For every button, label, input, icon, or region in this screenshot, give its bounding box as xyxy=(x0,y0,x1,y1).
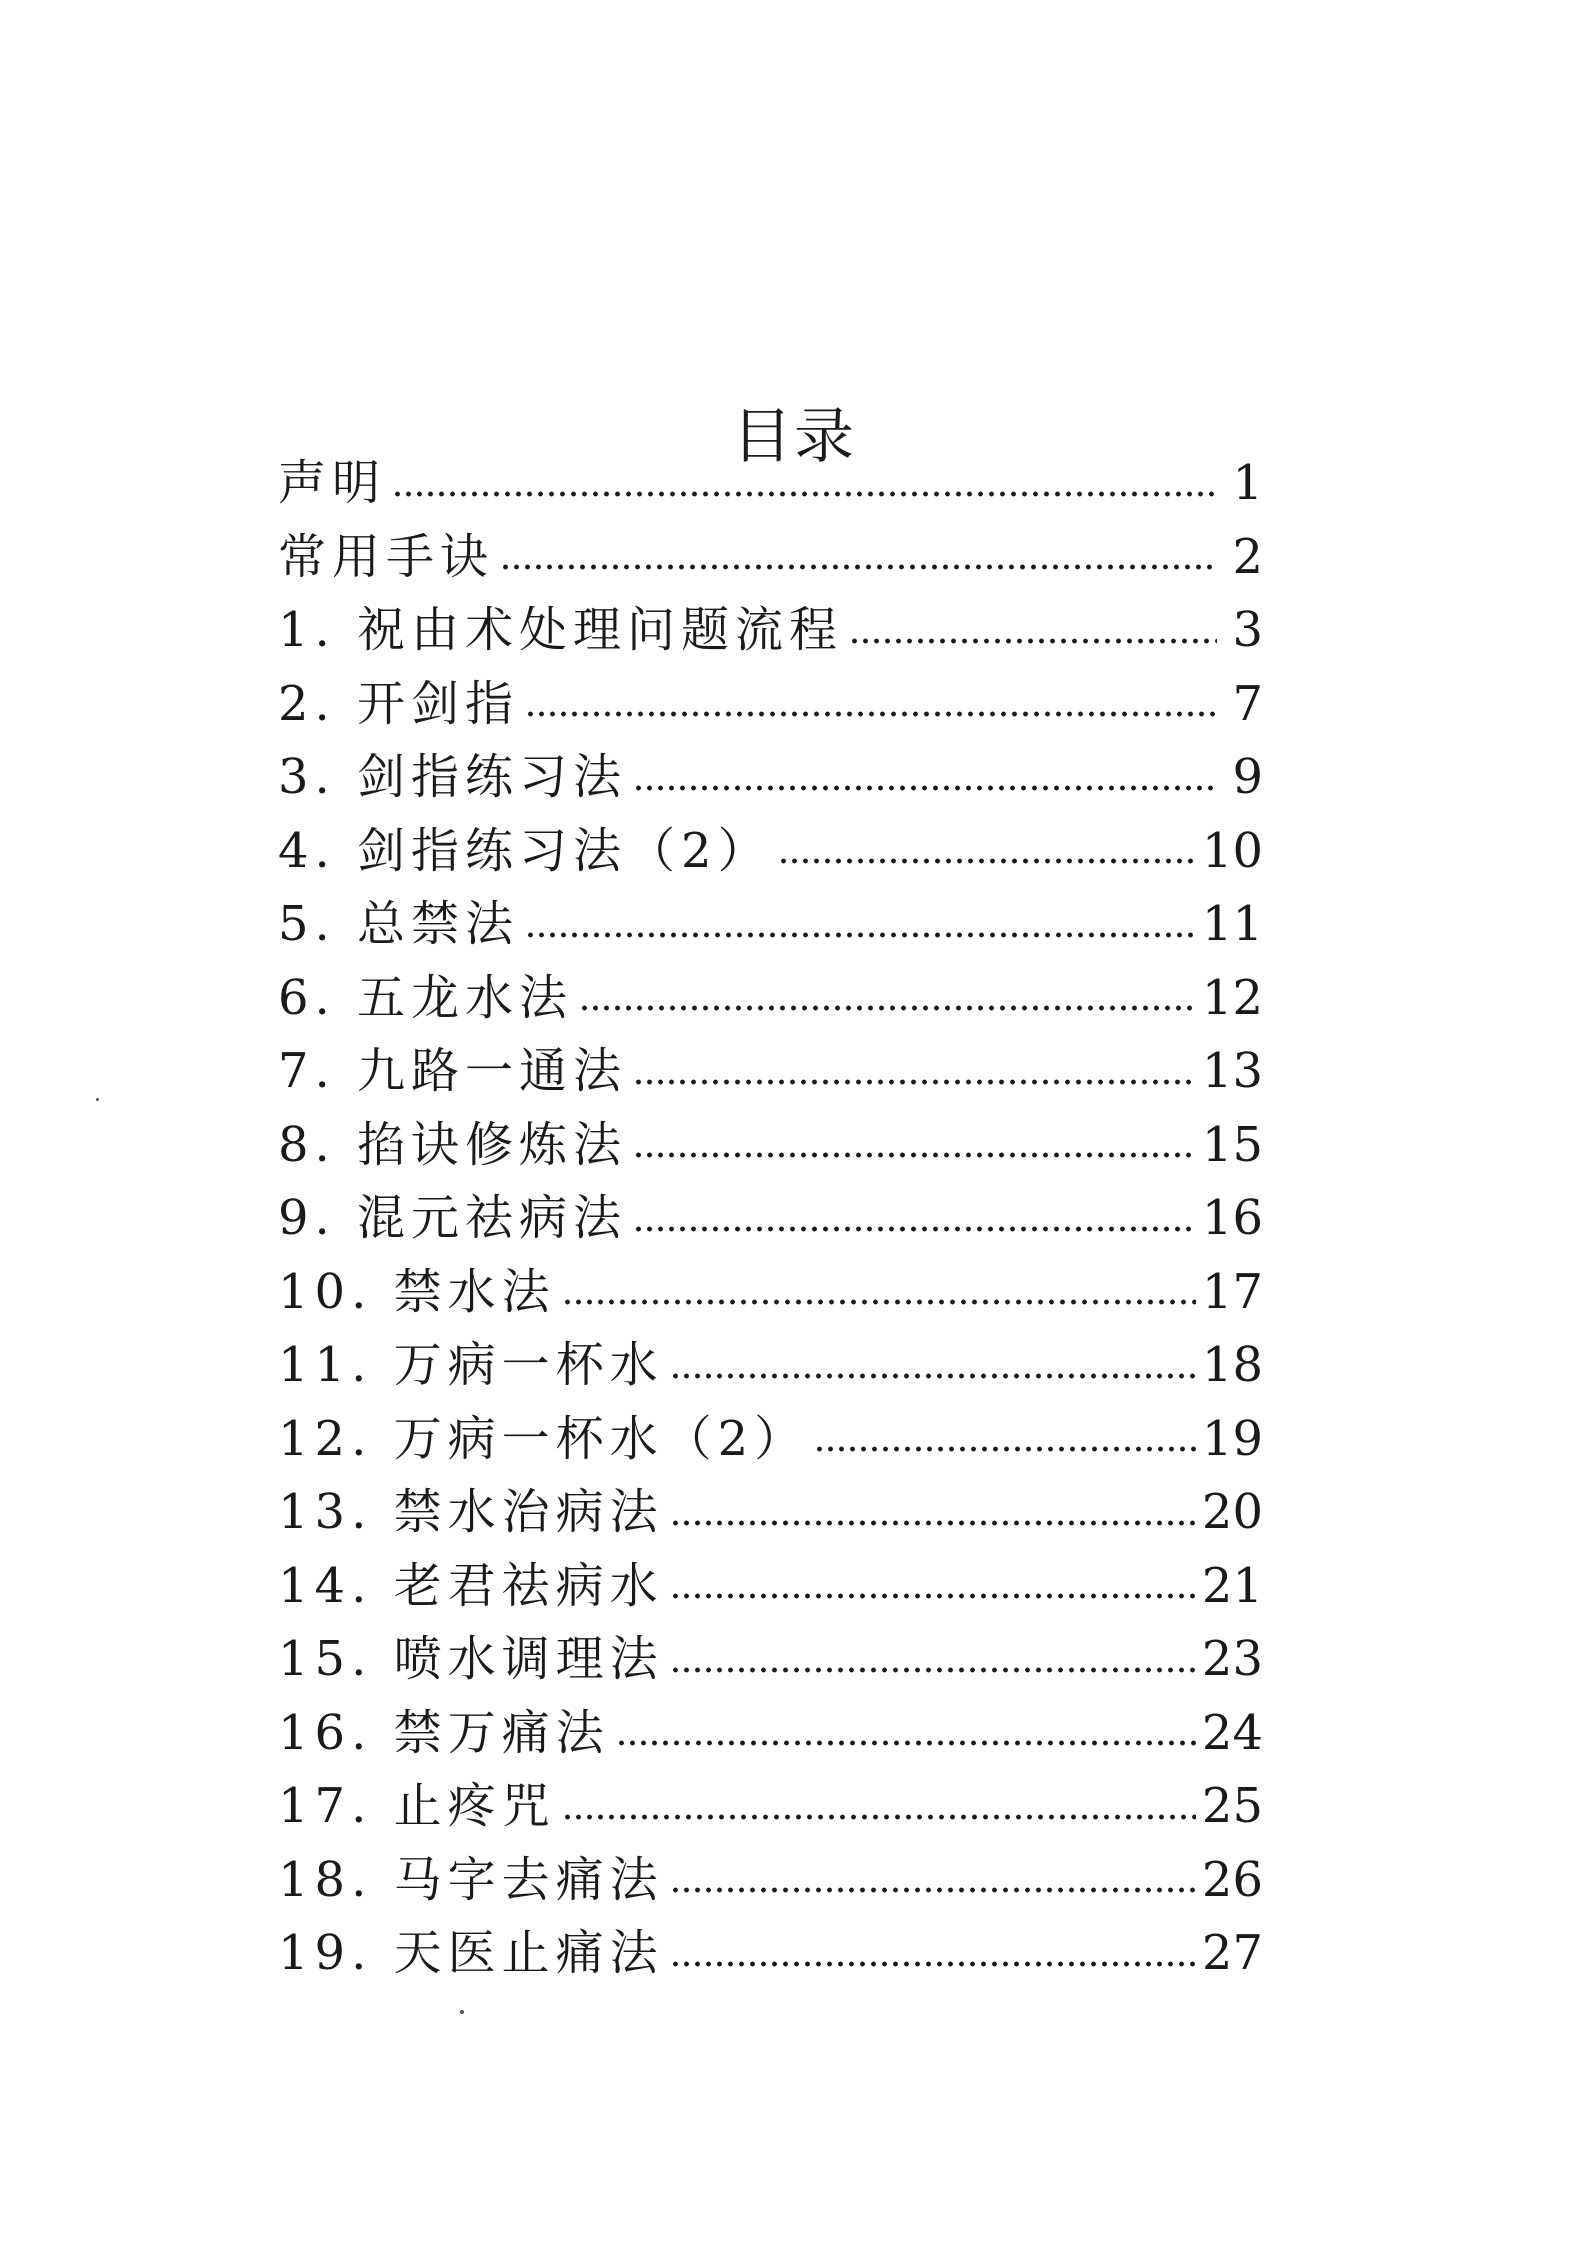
toc-dot-leader xyxy=(562,1814,1196,1820)
toc-entry[interactable] xyxy=(278,1109,1263,1183)
toc-entry-label: 19. 天医止痛法 xyxy=(278,1925,664,1981)
toc-page-number: 21 xyxy=(1201,1557,1263,1614)
toc-dot-leader xyxy=(670,1667,1196,1673)
toc-dot-leader xyxy=(562,1299,1196,1305)
toc-entry-label: 3. 剑指练习法 xyxy=(278,749,628,805)
toc-dot-leader xyxy=(616,1740,1196,1746)
toc-dot-leader xyxy=(670,1520,1196,1526)
toc-entry-label: 11. 万病一杯水 xyxy=(278,1337,664,1393)
toc-dot-leader xyxy=(670,1961,1196,1967)
toc-entry-label: 常用手诀 xyxy=(278,528,495,585)
toc-page-number: 27 xyxy=(1201,1925,1263,1981)
toc-entry[interactable] xyxy=(278,447,1263,521)
toc-page-number: 26 xyxy=(1201,1851,1263,1908)
toc-dot-leader xyxy=(670,1887,1196,1893)
toc-page-number: 16 xyxy=(1201,1190,1263,1246)
toc-entry[interactable] xyxy=(278,1476,1263,1550)
toc-dot-leader xyxy=(525,932,1196,938)
toc-page-number: 23 xyxy=(1201,1631,1263,1687)
toc-entry-label: 10. 禁水法 xyxy=(278,1263,556,1320)
toc-dot-leader xyxy=(633,785,1217,791)
toc-entry-label: 18. 马字去痛法 xyxy=(278,1851,664,1908)
toc-page-number: 25 xyxy=(1201,1778,1263,1834)
toc-page-number: 15 xyxy=(1201,1116,1263,1173)
toc-page-number: 9 xyxy=(1232,749,1263,805)
toc-entry[interactable] xyxy=(278,668,1263,742)
toc-entry-label: 2. 开剑指 xyxy=(278,675,520,732)
toc-page-number: 20 xyxy=(1201,1484,1263,1540)
toc-entry-label: 6. 五龙水法 xyxy=(278,969,574,1026)
toc-list xyxy=(278,447,1263,1991)
toc-entry[interactable] xyxy=(278,1697,1263,1771)
toc-page-number: 18 xyxy=(1201,1337,1263,1393)
toc-entry-label: 1. 祝由术处理问题流程 xyxy=(278,602,844,658)
toc-dot-leader xyxy=(849,638,1217,644)
toc-entry-label: 15. 喷水调理法 xyxy=(278,1631,664,1687)
toc-page-number: 7 xyxy=(1232,675,1263,732)
toc-page-number: 17 xyxy=(1201,1263,1263,1320)
toc-entry-label: 17. 止疼咒 xyxy=(278,1778,556,1834)
toc-entry-label: 16. 禁万痛法 xyxy=(278,1704,610,1761)
toc-dot-leader xyxy=(814,1446,1196,1452)
toc-page-number: 12 xyxy=(1201,969,1263,1026)
toc-page-number: 13 xyxy=(1201,1043,1263,1099)
toc-page-number: 11 xyxy=(1201,896,1263,952)
toc-entry[interactable] xyxy=(278,1550,1263,1624)
toc-entry[interactable] xyxy=(278,1182,1263,1256)
toc-entry[interactable] xyxy=(278,1403,1263,1477)
toc-page-number: 1 xyxy=(1232,455,1263,511)
toc-dot-leader xyxy=(525,711,1217,717)
toc-entry[interactable] xyxy=(278,888,1263,962)
toc-dot-leader xyxy=(778,858,1196,864)
toc-title: 目录 xyxy=(732,402,856,473)
toc-page-number: 24 xyxy=(1201,1704,1263,1761)
toc-entry[interactable] xyxy=(278,1035,1263,1109)
toc-entry[interactable] xyxy=(278,1329,1263,1403)
toc-dot-leader xyxy=(579,1005,1196,1011)
toc-dot-leader xyxy=(670,1373,1196,1379)
toc-entry-label: 4. 剑指练习法（2） xyxy=(278,822,772,879)
toc-dot-leader xyxy=(633,1079,1196,1085)
scan-speck xyxy=(460,2010,464,2014)
toc-page-number: 10 xyxy=(1201,822,1263,879)
toc-entry[interactable] xyxy=(278,1917,1263,1991)
toc-entry-label: 14. 老君祛病水 xyxy=(278,1557,664,1614)
toc-entry[interactable] xyxy=(278,962,1263,1036)
toc-entry[interactable] xyxy=(278,815,1263,889)
toc-page-number: 19 xyxy=(1201,1410,1263,1467)
toc-entry-label: 9. 混元祛病法 xyxy=(278,1190,628,1246)
toc-entry[interactable] xyxy=(278,1844,1263,1918)
toc-entry[interactable] xyxy=(278,1770,1263,1844)
toc-page-number: 3 xyxy=(1232,602,1263,658)
toc-entry-label: 13. 禁水治病法 xyxy=(278,1484,664,1540)
toc-entry-label: 5. 总禁法 xyxy=(278,896,520,952)
toc-entry[interactable] xyxy=(278,521,1263,595)
toc-entry[interactable] xyxy=(278,741,1263,815)
toc-entry-label: 声明 xyxy=(278,455,387,511)
scan-speck xyxy=(96,1098,99,1101)
toc-page-number: 2 xyxy=(1232,528,1263,585)
toc-entry-label: 7. 九路一通法 xyxy=(278,1043,628,1099)
toc-dot-leader xyxy=(392,491,1217,497)
toc-entry[interactable] xyxy=(278,594,1263,668)
toc-entry-label: 8. 掐诀修炼法 xyxy=(278,1116,628,1173)
toc-dot-leader xyxy=(633,1152,1196,1158)
toc-entry[interactable] xyxy=(278,1256,1263,1330)
toc-dot-leader xyxy=(500,564,1217,570)
toc-entry[interactable] xyxy=(278,1623,1263,1697)
toc-dot-leader xyxy=(670,1593,1196,1599)
toc-dot-leader xyxy=(633,1226,1196,1232)
toc-entry-label: 12. 万病一杯水（2） xyxy=(278,1410,809,1467)
